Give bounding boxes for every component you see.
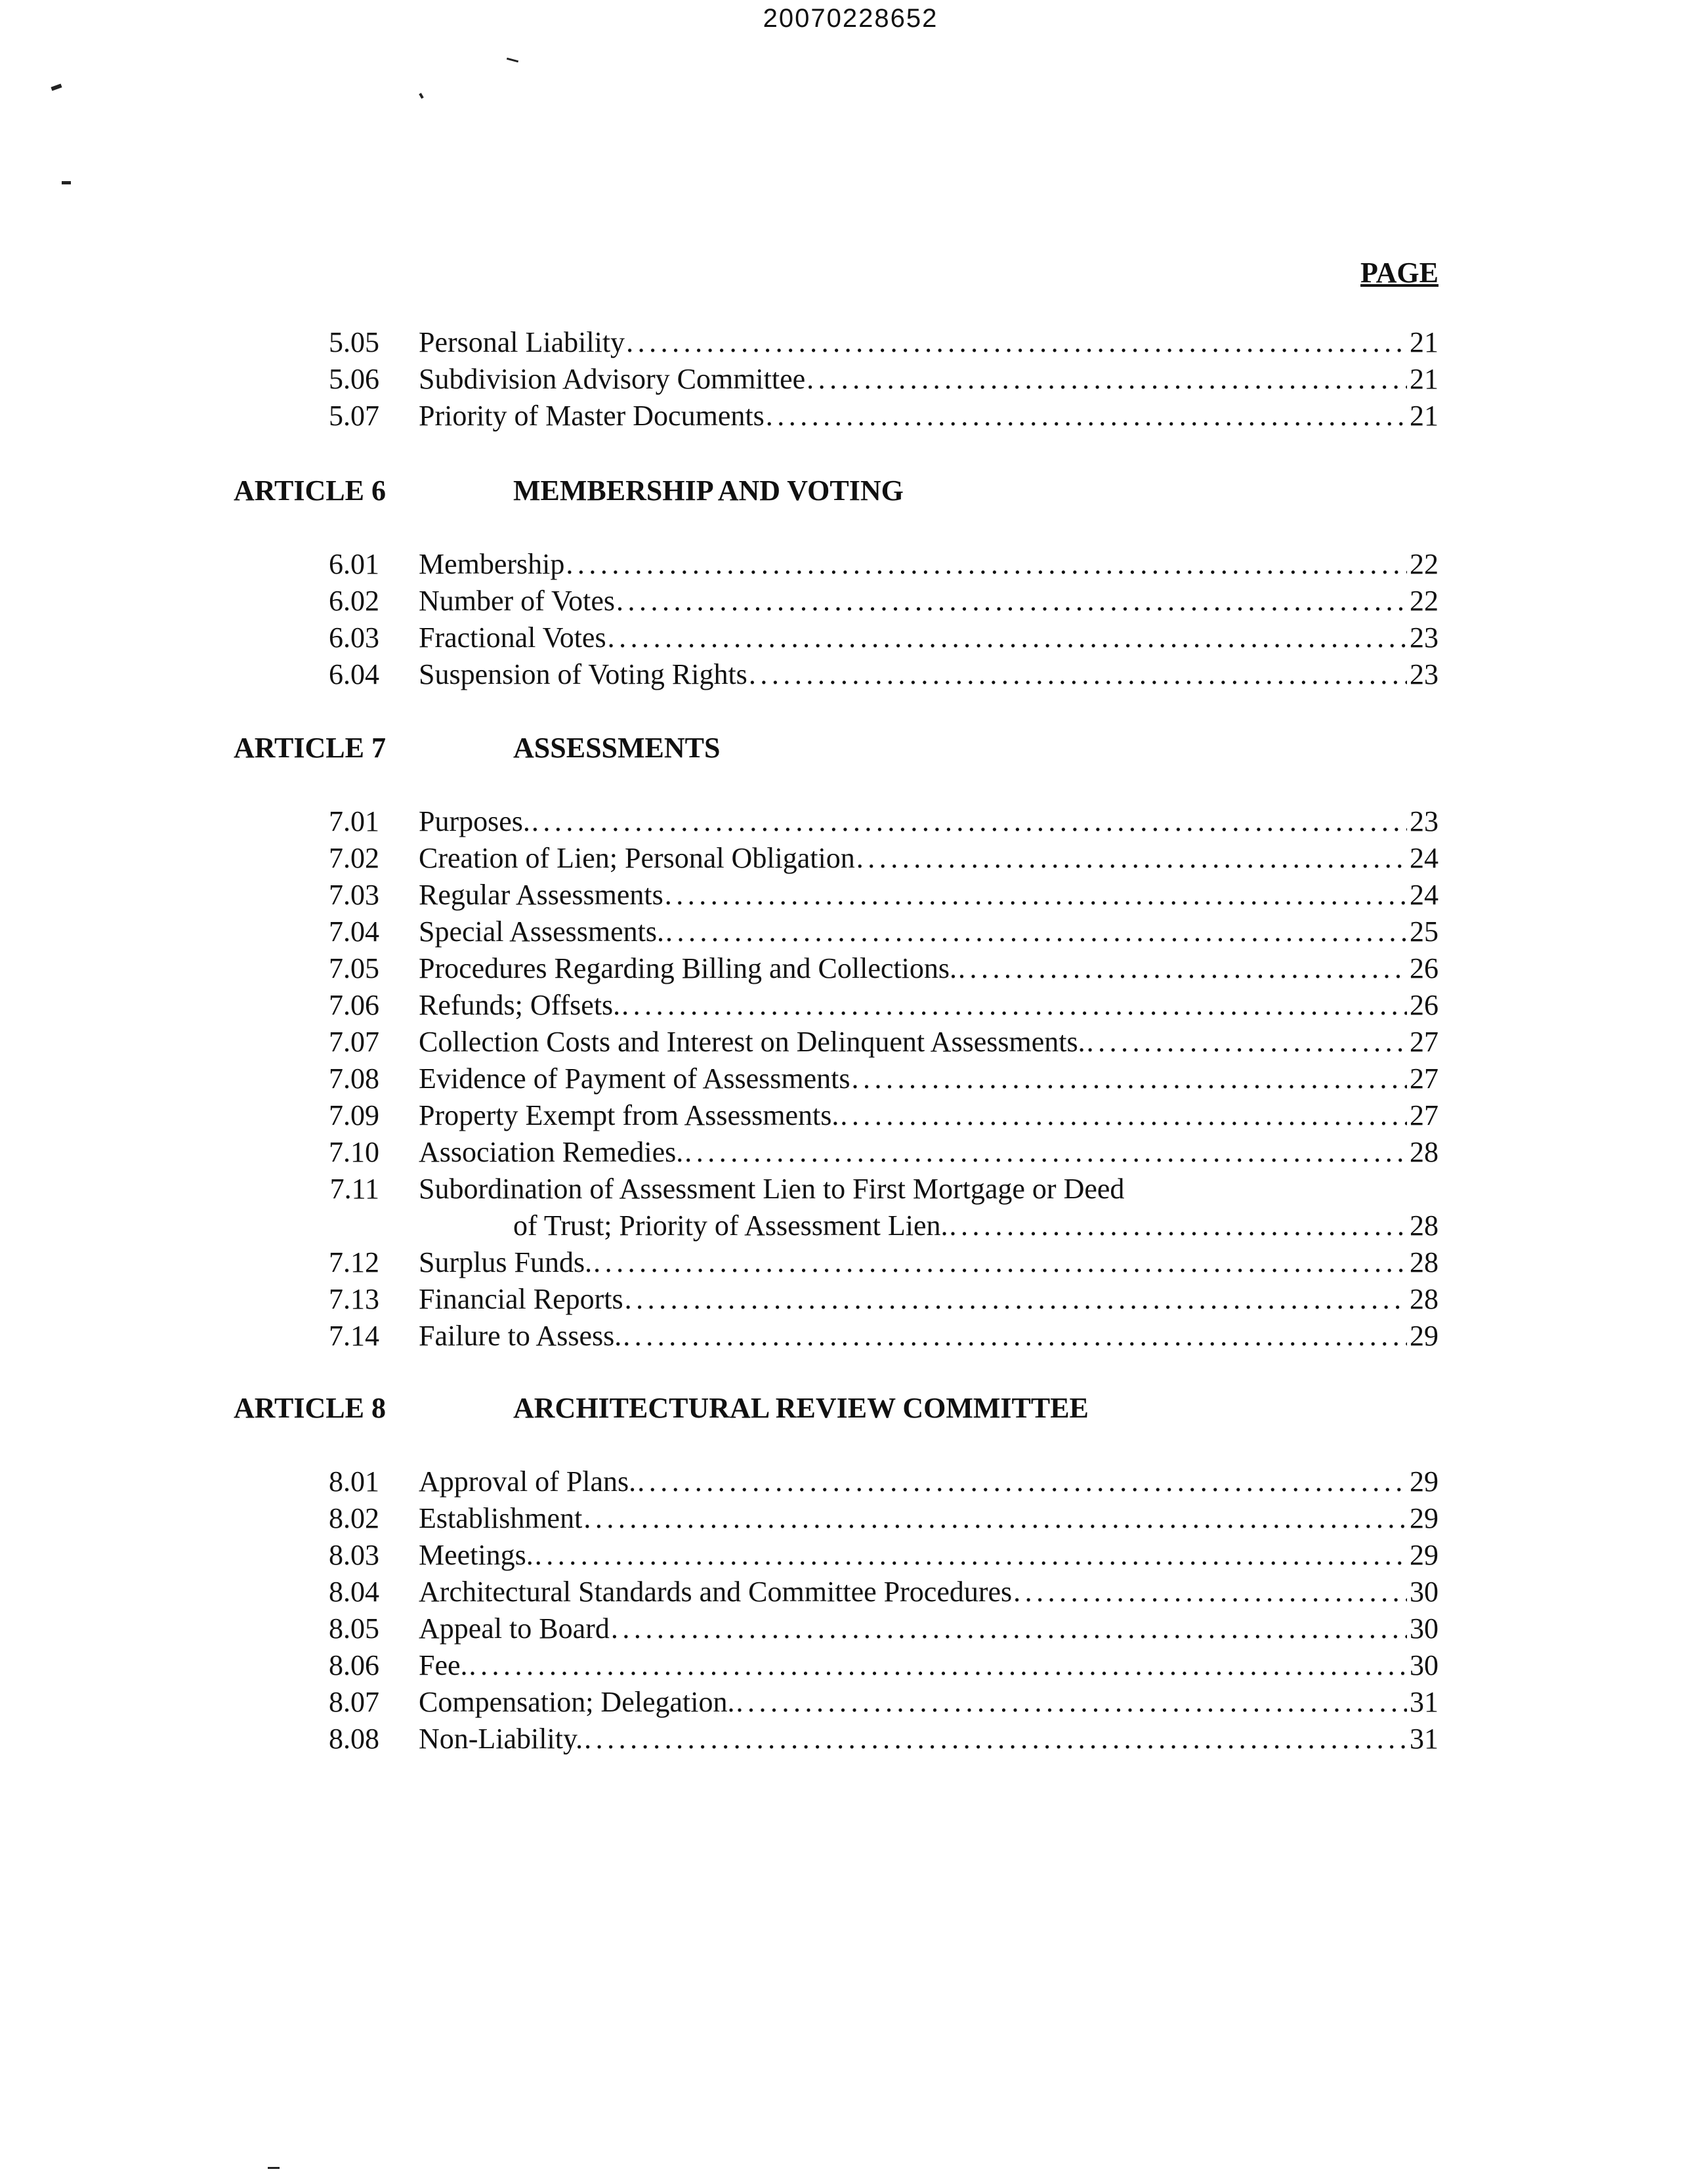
section-number: 8.07 xyxy=(329,1686,379,1718)
entry-line xyxy=(419,361,1438,398)
entry-line xyxy=(419,803,1438,840)
section-number: 7.07 xyxy=(329,1026,379,1058)
section-number: 6.02 xyxy=(329,585,379,617)
toc-entry[interactable] xyxy=(308,803,1438,840)
section-number: 7.03 xyxy=(329,879,379,911)
section-title: Architectural Standards and Committee Procedures xyxy=(419,1576,1013,1608)
page-number: 27 xyxy=(1410,1099,1438,1131)
section-title: Personal Liability xyxy=(419,326,625,358)
section-number: 7.12 xyxy=(329,1246,379,1278)
toc-entry[interactable] xyxy=(308,324,1438,361)
article-title: ARCHITECTURAL REVIEW COMMITTEE xyxy=(513,1392,1089,1424)
entry-line xyxy=(419,1318,1438,1354)
toc-entry[interactable] xyxy=(308,656,1438,693)
section-title: Fractional Votes xyxy=(419,621,606,654)
entry-line xyxy=(419,1171,1438,1208)
entry-line xyxy=(419,1134,1438,1171)
section-number: 7.14 xyxy=(329,1320,379,1352)
dot-leader xyxy=(593,1244,1407,1281)
toc-entry[interactable] xyxy=(308,620,1438,656)
section-title: Subdivision Advisory Committee xyxy=(419,363,806,395)
dot-leader xyxy=(856,840,1407,877)
toc-entry[interactable] xyxy=(308,1500,1438,1537)
section-number: 6.03 xyxy=(329,621,379,654)
dot-leader xyxy=(851,1060,1407,1097)
page-number: 29 xyxy=(1410,1539,1438,1571)
entry-line xyxy=(419,1060,1438,1097)
page-number: 23 xyxy=(1410,805,1438,837)
page-number: 31 xyxy=(1410,1723,1438,1755)
entry-line xyxy=(419,840,1438,877)
section-title: Evidence of Payment of Assessments xyxy=(419,1062,850,1095)
entry-line xyxy=(419,1463,1438,1500)
section-number: 7.04 xyxy=(329,915,379,948)
dot-leader xyxy=(616,583,1407,620)
entry-line xyxy=(419,1281,1438,1318)
dot-leader xyxy=(583,1500,1407,1537)
scan-mark xyxy=(268,2167,280,2169)
toc-entry[interactable] xyxy=(308,398,1438,434)
document-number: 20070228652 xyxy=(763,4,938,33)
page-number: 21 xyxy=(1410,326,1438,358)
section-number: 8.02 xyxy=(329,1502,379,1534)
section-number: 7.09 xyxy=(329,1099,379,1131)
toc-entry[interactable] xyxy=(308,546,1438,583)
scan-mark xyxy=(419,93,423,99)
toc-entry[interactable] xyxy=(308,1060,1438,1097)
page-number: 27 xyxy=(1410,1062,1438,1095)
toc-entry[interactable] xyxy=(308,1463,1438,1500)
dot-leader xyxy=(608,620,1407,656)
page-number: 23 xyxy=(1410,658,1438,690)
dot-leader xyxy=(665,914,1407,950)
section-title: Membership xyxy=(419,548,565,580)
section-title: Special Assessments. xyxy=(419,915,664,948)
section-number: 5.05 xyxy=(329,326,379,358)
section-title: Collection Costs and Interest on Delinquent Assessments. xyxy=(419,1026,1085,1058)
page-number: 28 xyxy=(1410,1209,1438,1242)
section-number: 7.13 xyxy=(329,1283,379,1315)
section-title: Suspension of Voting Rights xyxy=(419,658,747,690)
article-title: MEMBERSHIP AND VOTING xyxy=(513,474,904,507)
entry-line xyxy=(419,877,1438,914)
dot-leader xyxy=(807,361,1407,398)
entry-line xyxy=(419,1500,1438,1537)
page-number: 23 xyxy=(1410,621,1438,654)
entry-line xyxy=(419,620,1438,656)
section-number: 6.04 xyxy=(329,658,379,690)
section-title: Priority of Master Documents xyxy=(419,400,765,432)
page-number: 28 xyxy=(1410,1136,1438,1168)
toc-entry[interactable] xyxy=(308,1721,1438,1757)
section-number: 5.07 xyxy=(329,400,379,432)
toc-entry[interactable] xyxy=(308,1537,1438,1574)
scan-mark xyxy=(51,83,62,91)
dot-leader xyxy=(766,398,1407,434)
page-number: 29 xyxy=(1410,1465,1438,1498)
page-number: 21 xyxy=(1410,363,1438,395)
entry-line xyxy=(419,987,1438,1024)
entry-continuation-line xyxy=(513,1208,1438,1244)
dot-leader xyxy=(749,656,1407,693)
section-number: 7.06 xyxy=(329,989,379,1021)
page-number: 24 xyxy=(1410,842,1438,874)
article-number: ARTICLE 8 xyxy=(234,1392,386,1424)
entry-line xyxy=(419,1721,1438,1757)
entry-line xyxy=(419,1610,1438,1647)
page-number: 28 xyxy=(1410,1246,1438,1278)
dot-leader xyxy=(637,1463,1407,1500)
dot-leader xyxy=(535,1537,1407,1574)
toc-entry[interactable] xyxy=(308,1318,1438,1354)
scan-mark xyxy=(507,58,518,63)
toc-entry[interactable] xyxy=(308,1610,1438,1647)
section-number: 8.08 xyxy=(329,1723,379,1755)
dot-leader xyxy=(469,1647,1407,1684)
toc-entry[interactable] xyxy=(308,1647,1438,1684)
toc-entry[interactable] xyxy=(308,1024,1438,1060)
page-number: 29 xyxy=(1410,1320,1438,1352)
dot-leader xyxy=(625,1281,1407,1318)
section-title: Financial Reports xyxy=(419,1283,623,1315)
entry-line xyxy=(419,1024,1438,1060)
toc-entry[interactable] xyxy=(308,583,1438,620)
toc-entry[interactable] xyxy=(308,1171,1438,1242)
dot-leader xyxy=(1013,1574,1407,1610)
dot-leader xyxy=(566,546,1407,583)
toc-entry[interactable] xyxy=(308,361,1438,398)
section-title: Non-Liability. xyxy=(419,1723,583,1755)
section-title: Establishment xyxy=(419,1502,583,1534)
entry-line xyxy=(419,1647,1438,1684)
toc-entry[interactable] xyxy=(308,1244,1438,1281)
dot-leader xyxy=(623,1318,1407,1354)
section-title: Number of Votes xyxy=(419,585,616,617)
section-title: Compensation; Delegation. xyxy=(419,1686,735,1718)
toc-entry[interactable] xyxy=(308,1281,1438,1318)
toc-entry[interactable] xyxy=(308,840,1438,877)
section-number: 5.06 xyxy=(329,363,379,395)
page-number: 30 xyxy=(1410,1649,1438,1681)
toc-entry[interactable] xyxy=(308,1134,1438,1171)
entry-line xyxy=(419,546,1438,583)
entry-line xyxy=(419,656,1438,693)
page-column-heading: PAGE xyxy=(1360,257,1438,289)
toc-entry[interactable] xyxy=(308,1684,1438,1721)
section-title-continuation: of Trust; Priority of Assessment Lien. xyxy=(513,1209,948,1242)
section-number: 6.01 xyxy=(329,548,379,580)
entry-line xyxy=(419,583,1438,620)
dot-leader xyxy=(621,987,1407,1024)
section-title: Subordination of Assessment Lien to First Mortgage or Deed xyxy=(419,1173,1125,1205)
dot-leader xyxy=(532,803,1407,840)
article-number: ARTICLE 6 xyxy=(234,474,386,507)
page-number: 21 xyxy=(1410,400,1438,432)
toc-entry[interactable] xyxy=(308,1097,1438,1134)
dot-leader xyxy=(840,1097,1407,1134)
entry-line xyxy=(419,324,1438,361)
dot-leader xyxy=(611,1610,1407,1647)
dot-leader xyxy=(665,877,1407,914)
section-title: Property Exempt from Assessments. xyxy=(419,1099,839,1131)
section-number: 8.01 xyxy=(329,1465,379,1498)
section-title: Regular Assessments xyxy=(419,879,663,911)
dot-leader xyxy=(958,950,1407,987)
section-title: Creation of Lien; Personal Obligation xyxy=(419,842,855,874)
section-title: Purposes. xyxy=(419,805,530,837)
section-title: Failure to Assess. xyxy=(419,1320,622,1352)
toc-entry[interactable] xyxy=(308,950,1438,987)
section-title: Approval of Plans. xyxy=(419,1465,637,1498)
entry-line xyxy=(419,1537,1438,1574)
entry-line xyxy=(419,398,1438,434)
page-number: 22 xyxy=(1410,548,1438,580)
entry-line xyxy=(419,1244,1438,1281)
section-number: 7.11 xyxy=(329,1173,379,1205)
section-title: Fee. xyxy=(419,1649,468,1681)
dot-leader xyxy=(950,1208,1408,1244)
section-number: 7.10 xyxy=(329,1136,379,1168)
page-number: 28 xyxy=(1410,1283,1438,1315)
toc-entry[interactable] xyxy=(308,914,1438,950)
page-number: 26 xyxy=(1410,989,1438,1021)
toc-entry[interactable] xyxy=(308,1574,1438,1610)
page-number: 29 xyxy=(1410,1502,1438,1534)
section-number: 8.06 xyxy=(329,1649,379,1681)
section-number: 7.05 xyxy=(329,952,379,984)
entry-line xyxy=(419,914,1438,950)
section-number: 8.05 xyxy=(329,1612,379,1645)
section-number: 8.03 xyxy=(329,1539,379,1571)
toc-entry[interactable] xyxy=(308,877,1438,914)
toc-entry[interactable] xyxy=(308,987,1438,1024)
page-number: 27 xyxy=(1410,1026,1438,1058)
page-number: 31 xyxy=(1410,1686,1438,1718)
section-title: Surplus Funds. xyxy=(419,1246,593,1278)
dot-leader xyxy=(626,324,1407,361)
scan-mark xyxy=(62,181,71,184)
section-title: Refunds; Offsets. xyxy=(419,989,621,1021)
page-number: 24 xyxy=(1410,879,1438,911)
dot-leader xyxy=(684,1134,1407,1171)
entry-line xyxy=(419,1684,1438,1721)
section-number: 7.08 xyxy=(329,1062,379,1095)
page-number: 26 xyxy=(1410,952,1438,984)
entry-line xyxy=(419,1097,1438,1134)
page-number: 25 xyxy=(1410,915,1438,948)
page-number: 30 xyxy=(1410,1612,1438,1645)
dot-leader xyxy=(1087,1024,1407,1060)
page-number: 30 xyxy=(1410,1576,1438,1608)
section-title: Appeal to Board xyxy=(419,1612,610,1645)
section-title: Association Remedies. xyxy=(419,1136,684,1168)
entry-line xyxy=(419,950,1438,987)
dot-leader xyxy=(584,1721,1407,1757)
dot-leader xyxy=(736,1684,1407,1721)
section-number: 7.01 xyxy=(329,805,379,837)
section-number: 8.04 xyxy=(329,1576,379,1608)
section-title: Meetings. xyxy=(419,1539,534,1571)
article-number: ARTICLE 7 xyxy=(234,732,386,764)
article-title: ASSESSMENTS xyxy=(513,732,721,764)
page-number: 22 xyxy=(1410,585,1438,617)
section-title: Procedures Regarding Billing and Collections. xyxy=(419,952,957,984)
section-number: 7.02 xyxy=(329,842,379,874)
entry-line xyxy=(419,1574,1438,1610)
